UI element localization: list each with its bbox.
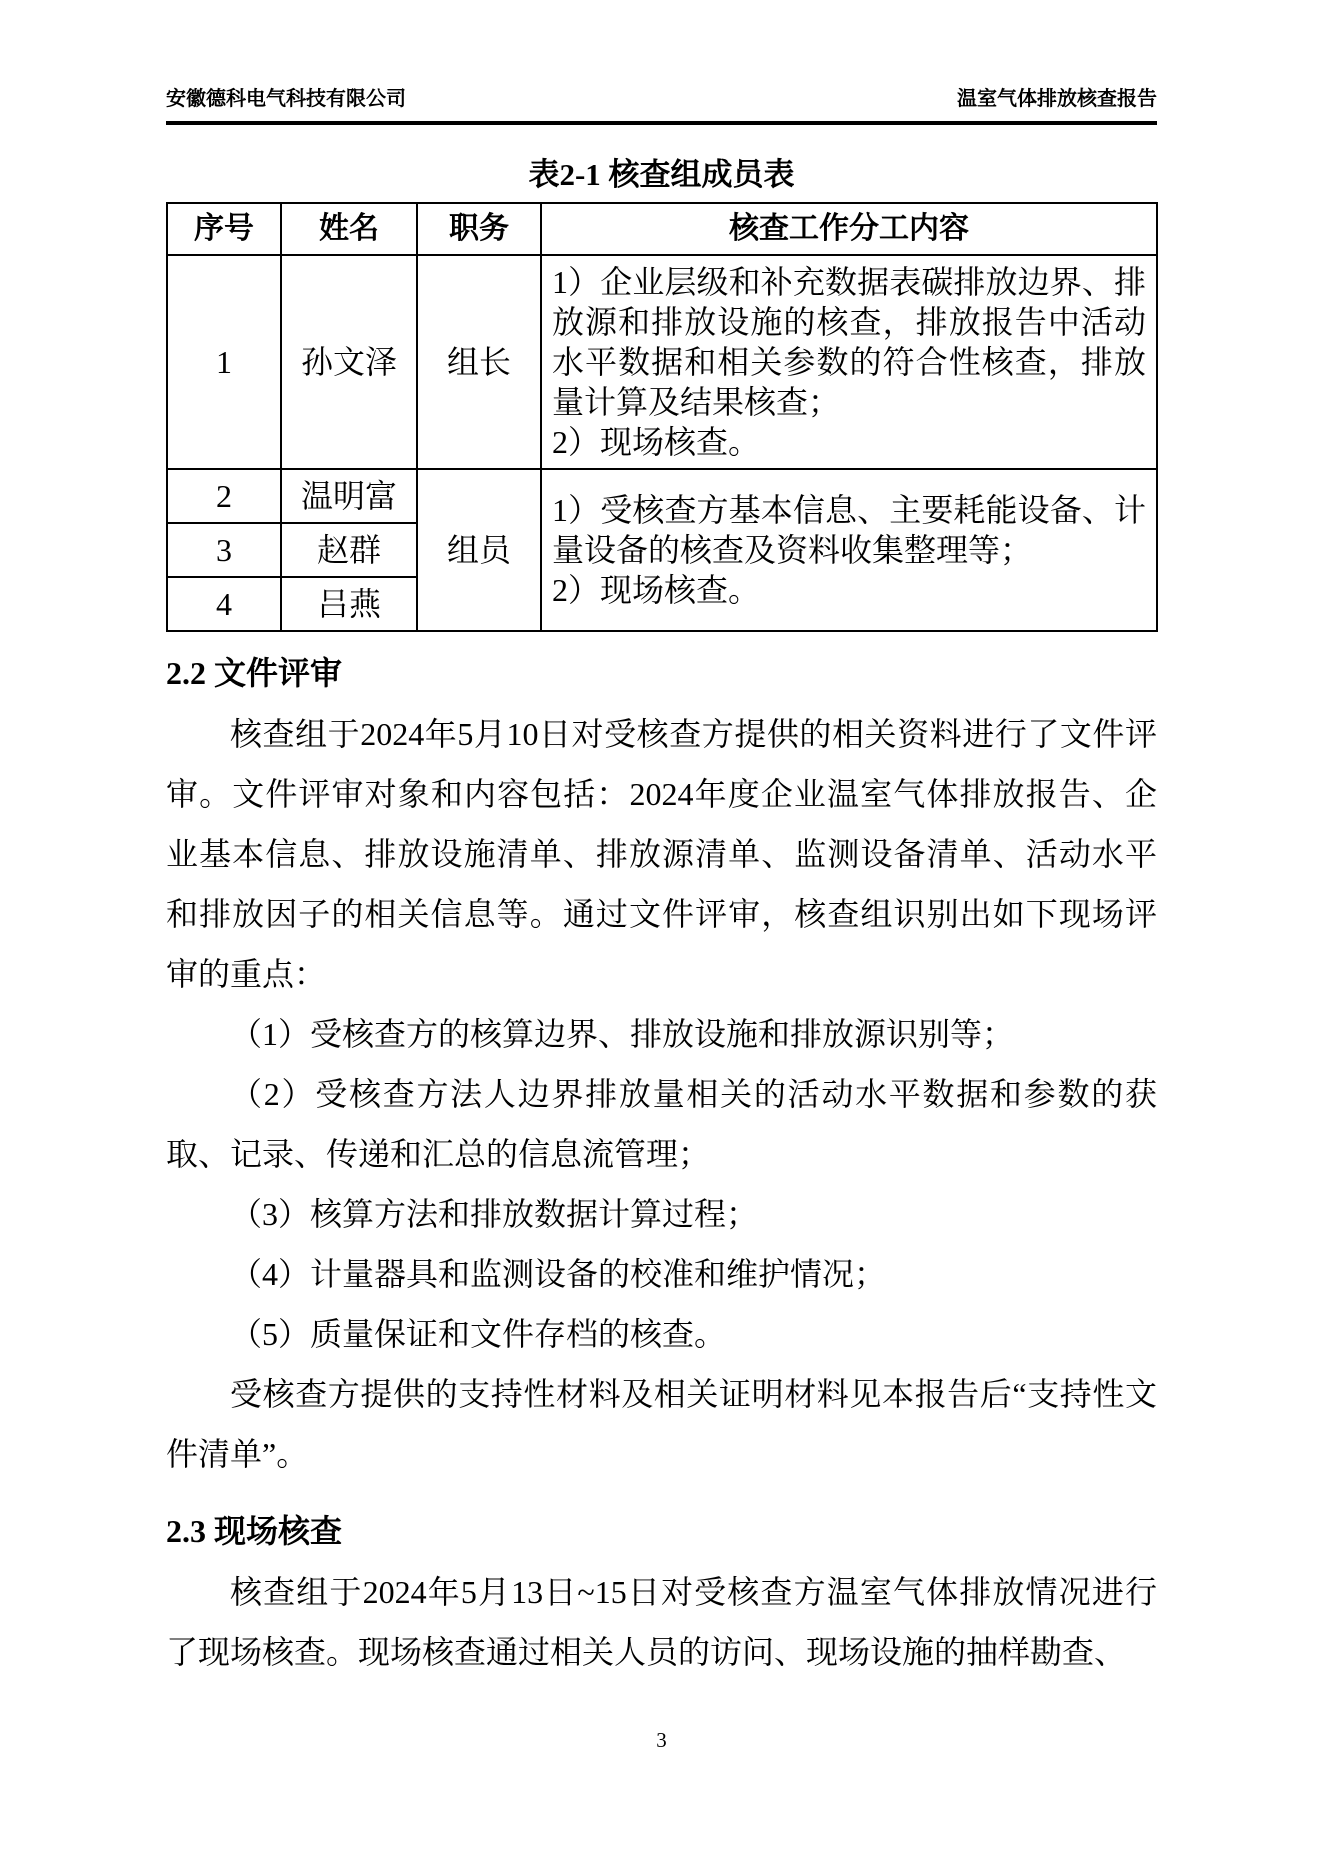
table-row-leader <box>167 255 1157 469</box>
cell-member-name: 孙文泽 <box>281 255 417 469</box>
section-heading-2-2: 2.2 文件评审 <box>166 655 343 691</box>
paragraph-supporting-materials: 受核查方提供的支持性材料及相关证明材料见本报告后“支持性文件清单”。 <box>166 1376 1157 1472</box>
duty-line: 2）现场核查。 <box>552 572 761 608</box>
list-item-5: （5）质量保证和文件存档的核查。 <box>230 1316 727 1352</box>
duty-line: 1）受核查方基本信息、主要耗能设备、计量设备的核查及资料收集整理等； <box>552 492 1146 568</box>
col-header-duty: 核查工作分工内容 <box>541 203 1157 255</box>
cell-row-number: 2 <box>167 469 281 523</box>
cell-member-name: 温明富 <box>281 469 417 523</box>
cell-member-name: 吕燕 <box>281 577 417 631</box>
duty-line: 2）现场核查。 <box>552 424 761 460</box>
header-report-title: 温室气体排放核查报告 <box>957 88 1157 110</box>
cell-row-number: 3 <box>167 523 281 577</box>
cell-row-number: 1 <box>167 255 281 469</box>
page-number: 3 <box>656 1728 667 1752</box>
col-header-name: 姓名 <box>281 203 417 255</box>
section-heading-2-3: 2.3 现场核查 <box>166 1513 343 1549</box>
table-caption: 表2-1 核查组成员表 <box>528 157 795 192</box>
verification-team-table <box>166 202 1158 632</box>
page-header <box>166 82 1157 125</box>
list-item-1: （1）受核查方的核算边界、排放设施和排放源识别等； <box>230 1016 1015 1052</box>
cell-duty-leader <box>541 255 1157 469</box>
header-company-name: 安徽德科电气科技有限公司 <box>166 88 406 110</box>
list-item-2: （2）受核查方法人边界排放量相关的活动水平数据和参数的获取、记录、传递和汇总的信息流管理； <box>166 1076 1157 1172</box>
list-item-4: （4）计量器具和监测设备的校准和维护情况； <box>230 1256 887 1292</box>
list-item-3: （3）核算方法和排放数据计算过程； <box>230 1196 759 1232</box>
cell-member-name: 赵群 <box>281 523 417 577</box>
duty-line: 1）企业层级和补充数据表碳排放边界、排放源和排放设施的核查，排放报告中活动水平数据和相关参数的符合性核查，排放量计算及结果核查； <box>552 264 1146 420</box>
cell-row-number: 4 <box>167 577 281 631</box>
table-header-row <box>167 203 1157 255</box>
cell-member-role: 组长 <box>417 255 541 469</box>
paragraph-document-review: 核查组于2024年5月10日对受核查方提供的相关资料进行了文件评审。文件评审对象和内容包括：2024年度企业温室气体排放报告、企业基本信息、排放设施清单、排放源清单、监测设备清单、活动水平和排放因子的相关信息等。通过文件评审，核查组识别出如下现场评审的重点： <box>166 716 1157 992</box>
cell-duty-members <box>541 469 1157 631</box>
table-row-member <box>167 469 1157 523</box>
paragraph-onsite-verification: 核查组于2024年5月13日~15日对受核查方温室气体排放情况进行了现场核查。现场核查通过相关人员的访问、现场设施的抽样勘查、 <box>166 1574 1157 1670</box>
col-header-role: 职务 <box>417 203 541 255</box>
col-header-number: 序号 <box>167 203 281 255</box>
cell-member-role-merged: 组员 <box>417 469 541 631</box>
